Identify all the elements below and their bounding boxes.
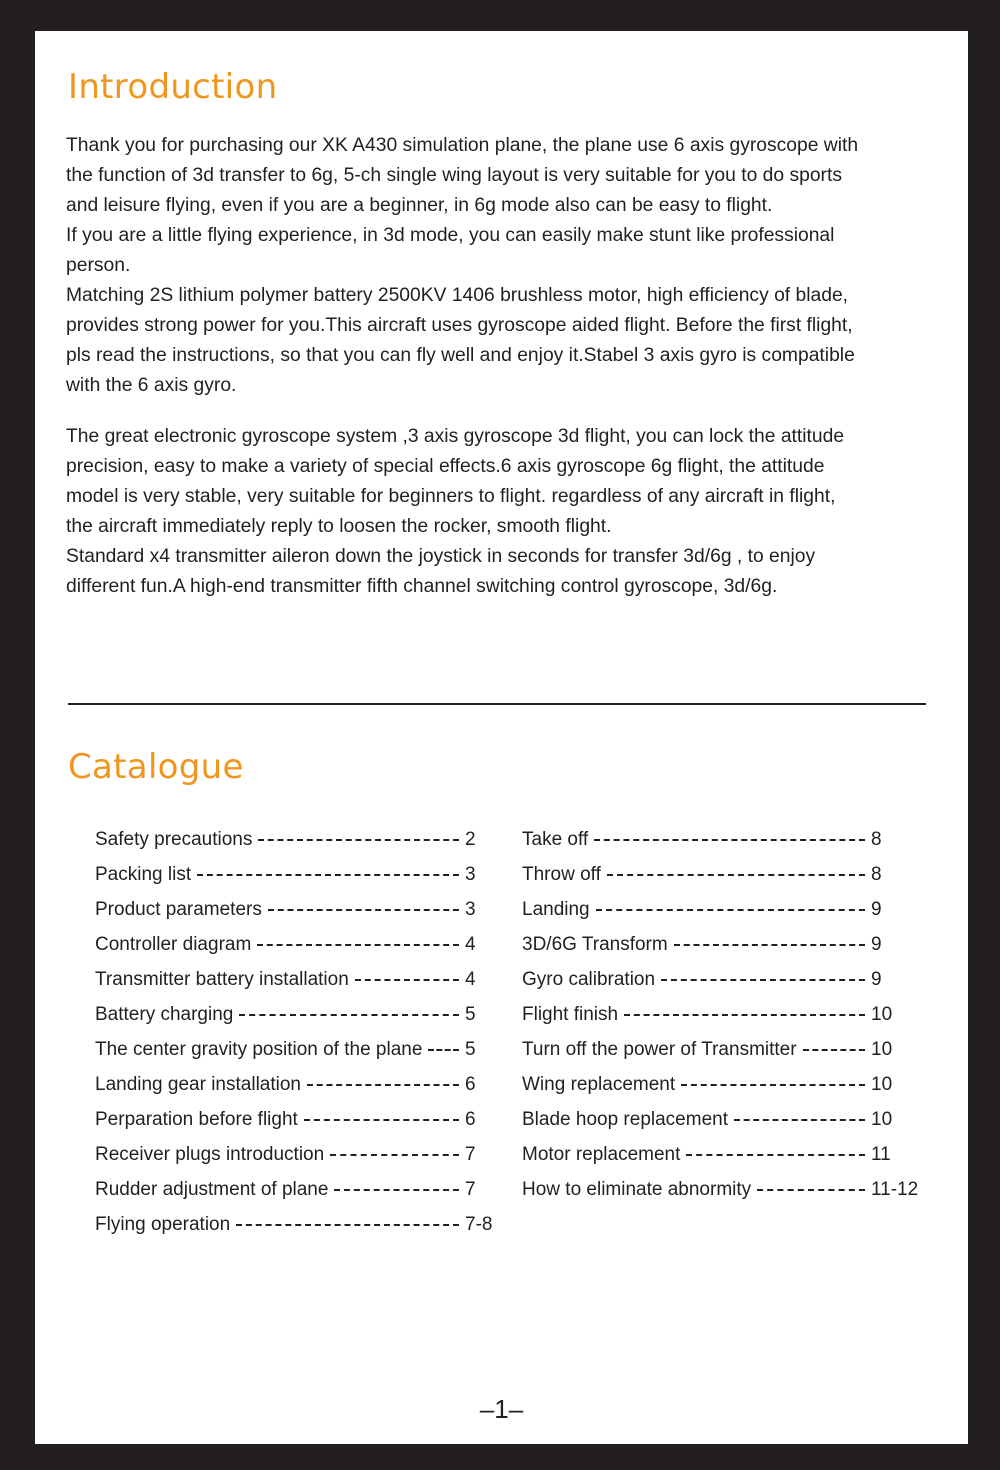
toc-entry-turn-off-transmitter (522, 1032, 926, 1067)
catalogue-left-column (95, 822, 495, 1242)
toc-entry-receiver-plugs (95, 1137, 495, 1172)
toc-entry-gyro-calibration (522, 962, 926, 997)
toc-leader (239, 1014, 459, 1016)
toc-entry-landing-gear (95, 1067, 495, 1102)
toc-page: 7-8 (465, 1213, 493, 1235)
toc-entry-product-parameters (95, 892, 495, 927)
toc-leader (596, 909, 865, 911)
toc-entry-preparation (95, 1102, 495, 1137)
toc-leader (607, 874, 865, 876)
intro-line: and leisure flying, even if you are a beginner, in 6g mode also can be easy to flight. (66, 195, 773, 216)
toc-label: Receiver plugs introduction (95, 1143, 325, 1165)
toc-page: 8 (871, 863, 882, 885)
toc-page: 9 (871, 933, 882, 955)
toc-leader (803, 1049, 865, 1051)
toc-leader (330, 1154, 459, 1156)
intro-line: If you are a little flying experience, in 3d mode, you can easily make stunt like professional (66, 225, 835, 246)
toc-page: 3 (465, 863, 476, 885)
section-divider (68, 703, 926, 705)
introduction-text (66, 131, 946, 602)
toc-label: Perparation before flight (95, 1108, 298, 1130)
toc-entry-transmitter-battery (95, 962, 495, 997)
toc-label: How to eliminate abnormity (522, 1178, 752, 1200)
toc-entry-wing-replacement (522, 1067, 926, 1102)
toc-label: Landing (522, 898, 590, 920)
toc-page: 11 (871, 1143, 891, 1165)
toc-page: 6 (465, 1073, 476, 1095)
toc-leader (258, 839, 459, 841)
toc-leader (236, 1224, 459, 1226)
intro-line: provides strong power for you.This aircraft uses gyroscope aided flight. Before the first flight, (66, 315, 853, 336)
toc-label: Rudder adjustment of plane (95, 1178, 329, 1200)
toc-entry-3d-6g-transform (522, 927, 926, 962)
toc-leader (757, 1189, 865, 1191)
toc-label: Flying operation (95, 1213, 231, 1235)
intro-line: model is very stable, very suitable for beginners to flight. regardless of any aircraft in flight, (66, 486, 836, 507)
catalogue-right-column (522, 822, 926, 1207)
toc-leader (355, 979, 459, 981)
toc-page: 3 (465, 898, 476, 920)
toc-page: 10 (871, 1038, 893, 1060)
toc-entry-center-gravity (95, 1032, 495, 1067)
intro-line: pls read the instructions, so that you can fly well and enjoy it.Stabel 3 axis gyro is compatible (66, 345, 855, 366)
toc-entry-throw-off (522, 857, 926, 892)
toc-page: 7 (465, 1143, 476, 1165)
toc-label: Throw off (522, 863, 601, 885)
toc-entry-take-off (522, 822, 926, 857)
toc-entry-blade-hoop-replacement (522, 1102, 926, 1137)
catalogue-heading: Catalogue (68, 747, 244, 787)
toc-label: Wing replacement (522, 1073, 676, 1095)
toc-label: Packing list (95, 863, 192, 885)
toc-label: Motor replacement (522, 1143, 681, 1165)
manual-page (35, 31, 968, 1444)
intro-line: with the 6 axis gyro. (66, 375, 237, 396)
toc-label: Take off (522, 828, 589, 850)
toc-label: Gyro calibration (522, 968, 656, 990)
toc-page: 2 (465, 828, 476, 850)
toc-page: 4 (465, 968, 476, 990)
intro-line: the aircraft immediately reply to loosen the rocker, smooth flight. (66, 516, 612, 537)
page-number: –1– (479, 1394, 524, 1424)
toc-leader (734, 1119, 865, 1121)
toc-leader (674, 944, 865, 946)
intro-line: person. (66, 255, 131, 276)
intro-line: the function of 3d transfer to 6g, 5-ch single wing layout is very suitable for you to do sports (66, 165, 842, 186)
toc-label: 3D/6G Transform (522, 933, 668, 955)
toc-leader (268, 909, 459, 911)
intro-line: Thank you for purchasing our XK A430 simulation plane, the plane use 6 axis gyroscope with (66, 135, 859, 156)
toc-page: 10 (871, 1073, 893, 1095)
introduction-heading: Introduction (68, 67, 278, 107)
toc-page: 7 (465, 1178, 476, 1200)
toc-page: 5 (465, 1038, 476, 1060)
toc-leader (307, 1084, 459, 1086)
toc-page: 8 (871, 828, 882, 850)
intro-line: different fun.A high-end transmitter fifth channel switching control gyroscope, 3d/6g. (66, 576, 778, 597)
toc-page: 10 (871, 1108, 893, 1130)
toc-leader (197, 874, 459, 876)
toc-entry-safety-precautions (95, 822, 495, 857)
toc-page: 11-12 (871, 1178, 919, 1200)
toc-entry-controller-diagram (95, 927, 495, 962)
toc-leader (594, 839, 865, 841)
toc-leader (428, 1049, 459, 1051)
toc-page: 9 (871, 968, 882, 990)
toc-label: Landing gear installation (95, 1073, 301, 1095)
toc-label: The center gravity position of the plane (95, 1038, 423, 1060)
toc-page: 10 (871, 1003, 893, 1025)
toc-label: Controller diagram (95, 933, 252, 955)
toc-label: Transmitter battery installation (95, 968, 349, 990)
intro-line: precision, easy to make a variety of special effects.6 axis gyroscope 6g flight, the attitude (66, 456, 825, 477)
intro-line: The great electronic gyroscope system ,3 axis gyroscope 3d flight, you can lock the attitude (66, 426, 845, 447)
toc-leader (334, 1189, 459, 1191)
toc-leader (686, 1154, 865, 1156)
toc-leader (304, 1119, 459, 1121)
toc-label: Blade hoop replacement (522, 1108, 728, 1130)
toc-leader (681, 1084, 865, 1086)
toc-entry-flight-finish (522, 997, 926, 1032)
toc-leader (624, 1014, 865, 1016)
toc-leader (661, 979, 865, 981)
toc-leader (257, 944, 459, 946)
toc-entry-motor-replacement (522, 1137, 926, 1172)
toc-label: Flight finish (522, 1003, 619, 1025)
toc-entry-packing-list (95, 857, 495, 892)
toc-label: Safety precautions (95, 828, 253, 850)
intro-line: Standard x4 transmitter aileron down the joystick in seconds for transfer 3d/6g , to enjoy (66, 546, 816, 567)
toc-label: Product parameters (95, 898, 262, 920)
toc-page: 5 (465, 1003, 476, 1025)
toc-page: 4 (465, 933, 476, 955)
toc-entry-eliminate-abnormity (522, 1172, 926, 1207)
intro-line: Matching 2S lithium polymer battery 2500KV 1406 brushless motor, high efficiency of blade, (66, 285, 849, 306)
toc-entry-battery-charging (95, 997, 495, 1032)
toc-label: Battery charging (95, 1003, 234, 1025)
toc-entry-flying-operation (95, 1207, 495, 1242)
toc-page: 6 (465, 1108, 476, 1130)
toc-label: Turn off the power of Transmitter (522, 1038, 797, 1060)
toc-entry-landing (522, 892, 926, 927)
toc-page: 9 (871, 898, 882, 920)
toc-entry-rudder-adjustment (95, 1172, 495, 1207)
